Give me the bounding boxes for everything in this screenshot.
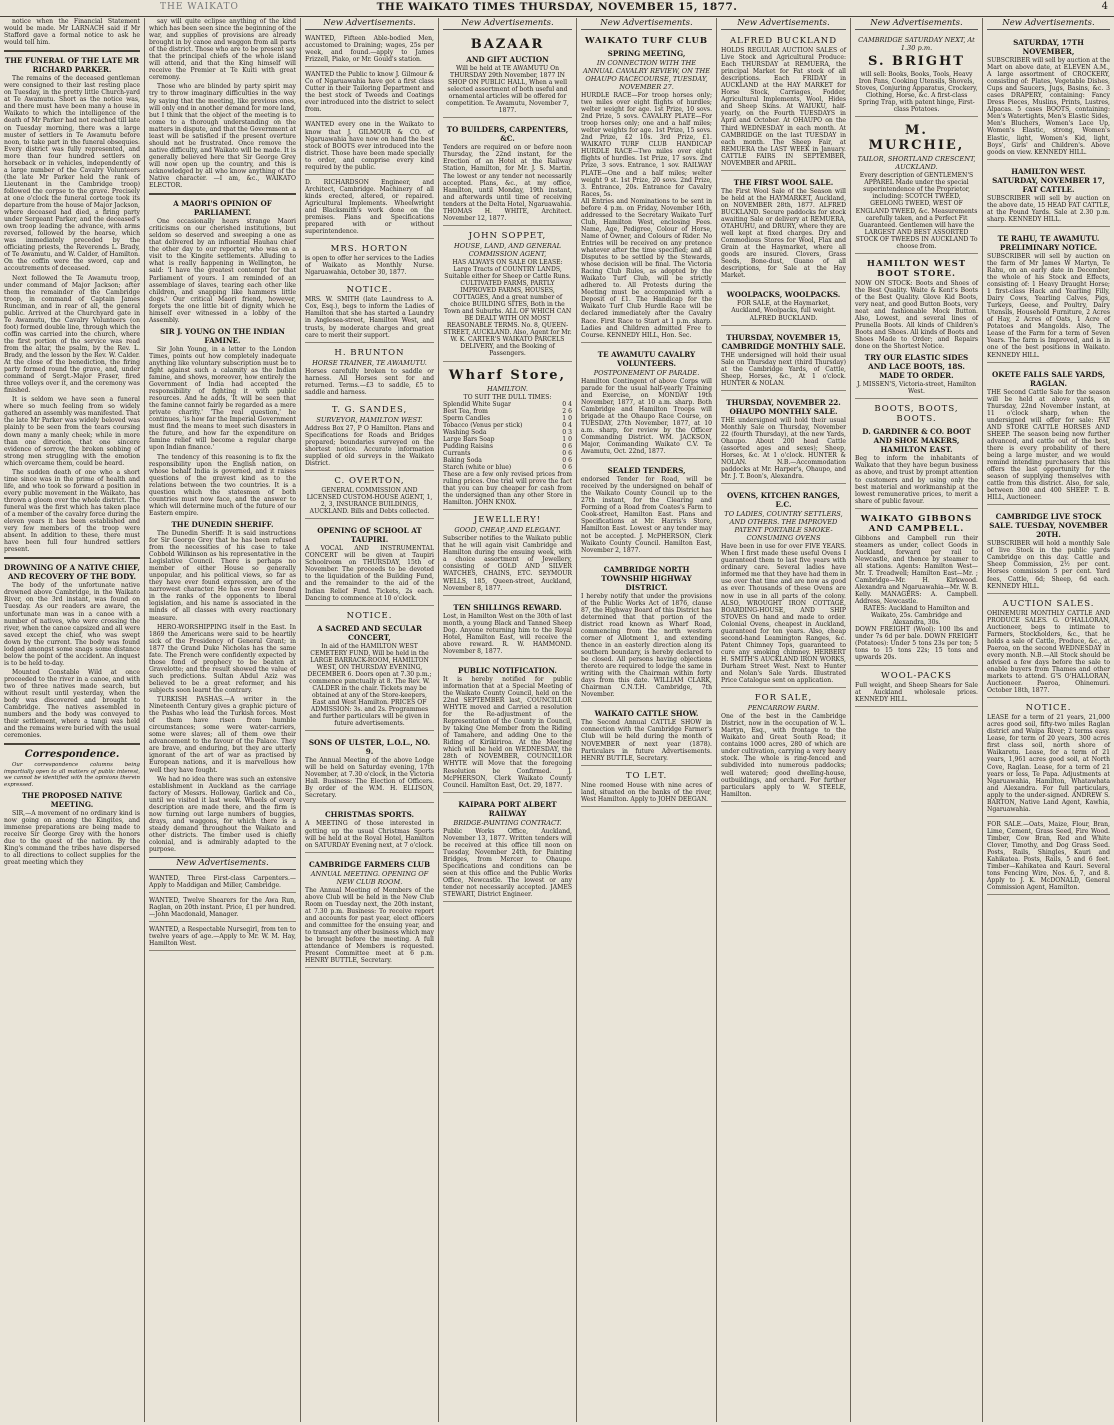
ad-subtitle: TO LADIES, COUNTRY SETTLERS, AND OTHERS. THE IMPROVED PATENT PORTABLE SMOKE-CONSUMING OVENS — [724, 510, 843, 543]
ad-subtitle: HOUSE, LAND, AND GENERAL COMMISSION AGENT, — [453, 241, 562, 258]
ad-subtitle: AND GIFT AUCTION — [466, 55, 549, 64]
ad-body: SUBSCRIBER will sell by auction at the Mart on above date, at ELEVEN A.M., A large assortment of CROCKERY, consisting of: Plates, Vegetable Dishes, Cups and Saucers, Jugs, Basins, &c. 3 cases DRAPERY, containing: Fancy Dress Pieces, Muslins, Prints, Lustres, Alpacas. 5 cases BOOTS, containing: Men's Watertights, Men's Elastic Sides, Men's Bluchers, Women's Lace Up, Women's Elastic, strong, Women's Elastic, light, Women's Kid, light, Boys', Girls' and Children's. Above goods on view. KENNEDY HILL. — [987, 57, 1110, 156]
ad-subtitle: A SACRED AND SECULAR CONCERT, — [317, 623, 422, 642]
price-row — [443, 443, 572, 450]
ad-title: THURSDAY, NOVEMBER 22. OHAUPO MONTHLY SALE. — [726, 397, 841, 416]
ad-title: CHRISTMAS SPORTS. — [324, 810, 415, 820]
funeral-paragraph: It is seldom we have seen a funeral where so much feeling from so widely gathered an assembly was manifested. That the late Mr Parker was widely beloved was plainly to be seen from the tears coursing down many a manly cheek; while in more than one direction, that one sincere evidence of sorrow, the broken sobbing of strong men struggling with the emotion which overcame them, could be heard. — [4, 396, 140, 467]
ad-rates: RATES: Auckland to Hamilton and Waikato, 25s. Cambridge and Alexandra, 30s. — [863, 605, 970, 627]
correspondence-headline: Correspondence. — [24, 749, 120, 761]
price-value: 0 6 — [562, 442, 572, 450]
advertisement-highway — [581, 560, 712, 703]
ad-subtitle: SPRING MEETING, — [607, 49, 686, 58]
ad-body: Tenders are required on or before noon Thursday, the 22nd instant, for the Erection of an Hotel at the Railway Station, Hamilton, for Mr. J. S. Martin. The lowest or any tender not necessarily accepted. Plans, &c., at my office, Hamilton, until Monday, 19th instant, and afterwards until time of receiving tenders at the Delta Hotel, Ngaruawahia. THOMAS H. WHITE, Architect. November 12, 1877. — [443, 144, 572, 222]
column-heading: New Advertisements. — [443, 18, 572, 30]
ad-title: C. OVERTON, — [334, 476, 405, 487]
ad-body: THE undersigned will hold their usual Sale on Thursday next (third Thursday) at the Cambridge Yards, of Cattle, Sheep, Horses, &c., At 1 o'clock. HUNTER & NOLAN. — [721, 351, 846, 387]
column-8 — [982, 18, 1114, 1422]
ad-body: The Second Annual CATTLE SHOW in connection with the Cambridge Farmer's Club will be held during the month of NOVEMBER of next year (1878). Particulars in future Advertisements. HENRY BUTTLE, Secretary. — [581, 719, 712, 762]
funeral-paragraph: The sudden death of one who a short time since was in the prime of health and life, and who took so forward a position in every public movement in the Waikato, has thrown a gloom over the whole district. The funeral was the first which has taken place of a member of the cavalry force during the eleven years it has been established and very few members of the troop were absent. In addition to these, there must have been full four hundred settlers present. — [4, 468, 140, 554]
advertisement-lease-notice — [987, 700, 1110, 817]
price-row — [443, 457, 572, 464]
price-item: Pudding Raisins — [443, 442, 493, 450]
ad-subtitle: HORSE TRAINER, TE AWAMUTU. — [312, 358, 427, 367]
ad-title: WOOLPACKS, WOOLPACKS. — [726, 290, 841, 300]
ad-body: Lost, in Hamilton West on the 30th of last month, a young Black and Tanned Sheep Dog. Anyone returning him to the Royal Hotel, Hamilton East, will receive the above reward. R. W. HAMMOND. November 8, 1877. — [443, 612, 572, 655]
advertisement-boot-store — [855, 256, 978, 400]
ad-title: T. G. SANDES, — [331, 404, 408, 415]
ad-body: THE Second Cattle Sale for the season will be held at above yards, on Thursday, 22nd November instant, at 11 o'clock sharp, when the undersigned will offer for sale: FAT AND STORE CATTLE HORSES AND SHEEP. The season being now further advanced, and cattle out of the best, there is every probability of there being a large muster, and we would remind intending purchasers that this offers the last opportunity for the season of supplying themselves with cattle from this district. Also, for sale, between 300 and 400 SHEEP. T. B. HILL, Auctioneer. — [987, 388, 1110, 502]
ad-title: NOTICE. — [346, 285, 393, 296]
column-4 — [438, 18, 576, 1422]
ad-title: TEN SHILLINGS REWARD. — [453, 602, 562, 612]
ad-body: Horses carefully broken to saddle or harness. All Horses sent for and returned. Terms.—£3 to saddle, £5 to saddle and harness. — [305, 367, 434, 396]
price-row — [443, 415, 572, 422]
ad-title: Wharf Store, — [448, 367, 567, 383]
price-value: 0 6 — [562, 456, 572, 464]
ad-body: The Annual Meeting of the above Lodge will be held on Saturday evening, 17th November, at 7.30 o'clock, in the Victoria Hall. Business: The Election of Officers. By order of the W.M. H. ELLISON, Secretary. — [305, 757, 434, 800]
advertisement-tenders — [581, 461, 712, 558]
race-list: HURDLE RACE—For troop horses only; two miles over eight flights of hurdles; welter weight for age. 1st Prize, 10 sovs. 2nd Prize, 5 sovs. CAVALRY PLATE—For troop horses only; one and a half miles; welter weights for age. 1st Prize, 15 sovs. 2nd Prize, £2 10s. 3rd Prize, £1. WAIKATO TURF CLUB HANDICAP HURDLE RACE—Two miles over eight flights of hurdles. 1st Prize, 17 sovs. 2nd Prize, 3 sovs. Entrance, 1 sov. RAILWAY PLATE—One and a half miles; welter weight 9 st. 1st Prize, 20 sovs. 2nd Prize, 3. Entrance, 20s. Entrance for Cavalry Races, 5s. — [581, 92, 712, 198]
ad-signature: J. MISSEN'S, Victoria-street, Hamilton West. — [856, 381, 977, 396]
advertisement-notice — [305, 282, 434, 342]
ad-body: The First Wool Sale of the Season will be held at the HAYMARKET, Auckland, on NOVEMBER 28th, 1877. ALFRED BUCKLAND. Secure paddocks for stock awaiting Sale or delivery at REMUERA, OTAHUHU, and DRURY, where they are well kept at fixed charges. Dry and Commodious Stores for Wool, Flax and Grain at the Haymarket, where all goods are insured. Clovers, Grass Seeds, Bone-dust, Guano of all descriptions, for Sale at the Hay Market. — [721, 187, 846, 280]
advertisement-taupiri — [305, 521, 434, 605]
ad-body: These are a few only revised prices from ruling prices. One trial will prove the fact that you can buy cheaper for cash from the undersigned than any other Store in Hamilton. JOHN KNOX. — [443, 471, 572, 507]
column-heading: New Advertisements. — [581, 18, 712, 30]
ad-body: Gibbons and Campbell run their steamers as under, collect Goods in Auckland, forward per rail to Newcastle, and thence by steamer to all stations. Agents: Hamilton West—Mr. T. Treadwell; Hamilton East—Mr. ; Cambridge—Mr. H. Kirkwood. Alexandra and Ngaruawahia—Mr. W. B. Kelly. MANAGERS: A. Campbell. Address, Newcastle. — [855, 534, 978, 606]
ad-subtitle: D. GARDINER & CO. BOOT AND SHOE MAKERS, HAMILTON EAST. — [862, 427, 971, 455]
ad-title: THURSDAY, NOVEMBER 15, CAMBRIDGE MONTHLY SALE. — [721, 332, 846, 351]
advertisement: WANTED, a Respectable Nursegirl, from ten to twelve years of age.—Apply to Mr. W. M. Hay, Hamilton West. — [149, 924, 296, 951]
editorial-note: Our correspondence columns being impartially open to all matters of public interest, we cannot be identified with the opinions therein expressed. — [4, 762, 140, 788]
advertisement-gibbons — [855, 511, 978, 666]
ad-body: OHINEMURI MONTHLY CATTLE AND PRODUCE SALES. G. O'HALLORAN, Auctioneer, begs to intimate to Farmers, Stockholders, &c., that he holds a sale of Cattle, Produce, &c., at Paeroa, on the second WEDNESDAY in every month. N.B.—All Stock should be advised a few days before the sale to enable buyers from Thames and other markets to attend. G'S O'HALLORAN, Auctioneer. Paeroa, Ohinemuri. October 18th, 1877. — [987, 609, 1110, 695]
ad-subtitle: GOOD, CHEAP, AND ELEGANT. — [454, 526, 561, 535]
ad-body: Have been in use for over FIVE YEARS. When I first made these useful Ovens I guaranteed them to last five years with ordinary care. Several ladies have informed me that they have had them in use over that time and are now as good as ever. Thousands of these Ovens are now in use in all parts of the colony. ALSO, WROUGHT IRON COTTAGE, BOARDING-HOUSE, AND SHIP STOVES On hand and made to order. Colonial Ovens, cheapest in Auckland, guaranteed for ten years. Also, cheap second-hand Leamington Ranges, &c. Patent Chimney Tops, guaranteed to cure any smoking chimney. HERBERT H. SMITH'S AUCKLAND IRON WORKS, Durham Street West. Next to Hunter and Nolan's Sale Yards. Illustrated Price Catalogue sent on application. — [721, 543, 846, 685]
ad-title: CAMBRIDGE LIVE STOCK SALE. TUESDAY, NOVEMBER 20TH. — [989, 512, 1108, 540]
ad-body: Subscriber notifies to the Waikato public that he will again visit Cambridge and Hamilton during the ensuing week, with a choice assortment of Jewellery, consisting of GOLD AND SILVER WATCHES, CHAINS, ETC. SEYMOUR WELLS, 185, Queen-street, Auckland, November 8, 1877. — [443, 535, 572, 592]
ad-body: One of the best in the Cambridge District, now in the occupation of W. L. Martyn, Esq., with frontage to the Waikato and Great South Road; it contains 1000 acres, 280 of which are under cultivation, carrying a very heavy stock. The whole is ring-fenced and subdivided into numerous paddocks; well watered; good dwelling-house, outbuildings, and orchard. For further particulars apply to W. STEELE, Hamilton. — [721, 713, 846, 798]
ad-body: Beg to inform the inhabitants of Waikato that they have begun business as above, and trust by prompt attention to customers and by using only the best material and workmanship at the lowest remunerative prices, to merit a share of public favour. — [855, 455, 978, 505]
ad-title: OPENING OF SCHOOL AT TAUPIRI. — [317, 526, 422, 545]
advertisement-auction-sales — [987, 596, 1110, 699]
ad-title: AUCTION SALES. — [1002, 598, 1095, 609]
ad-title: NOTICE. — [346, 610, 393, 621]
drowning-paragraph: The body of the unfortunate native drowned above Cambridge, in the Waikato River, on the 3rd instant, was found on Tuesday. As our readers are aware, the unfortunate man was in a canoe with a number of natives, who were crossing the river, when the canoe capsized and all were saved except the chief, who was swept down by the current. The body was found lodged amongst some snags some distance below the point of the accident. An inquest is to be held to-day. — [4, 582, 140, 667]
advertisement: WANTED, Fifteen Able-bodied Men, accustomed to Draining; wages, 25s per week, and found.—apply to James Frizzell, Piako, or Mr. Gould's station. — [305, 33, 434, 67]
ad-subtitle: BRIDGE-PAINTING CONTRACT. — [453, 818, 562, 827]
indian-famine-headline: SIR J. YOUNG ON THE INDIAN FAMINE. — [160, 326, 285, 345]
sheriff-headline: THE DUNEDIN SHERIFF. — [171, 519, 274, 529]
ad-title: ALFRED BUCKLAND — [729, 36, 838, 46]
price-row — [443, 401, 572, 408]
ad-body: SUBSCRIBER will sell by auction on the above date, 15 HEAD FAT CATTLE, at the Pound Yards. Sale at 2.30 p.m. sharp. KENNEDY HILL. — [987, 194, 1110, 223]
ad-body: Address Box 27, P O Hamilton. Plans and Specifications for Roads and Bridges prepared; boundaries surveyed on the shortest notice. Accurate information supplied of old surveys in the Waikato District. — [305, 424, 434, 468]
price-item: Sperm Candles — [443, 414, 491, 422]
ad-title: WOOL-PACKS — [881, 670, 952, 681]
ad-title: BOOTS, BOOTS, BOOTS. — [874, 404, 959, 425]
ad-body: In aid of the HAMILTON WEST CEMETERY FUND, Will be held in the LARGE BARRACK-ROOM, HAMILTON WEST, ON THURSDAY EVENING, DECEMBER 6. Doors open at 7.30 p.m.; commence punctually at 8. The Rev. W. CALDER in the chair. Tickets may be obtained at any of the Store-keepers, East and West Hamilton. PRICES OF ADMISSION: 3s. and 2s. Programmes and further particulars will be given in future advertisements. — [307, 642, 432, 728]
price-item: Currants — [443, 449, 471, 457]
ad-title: MRS. HORTON — [330, 244, 409, 255]
ad-subtitle: SURVEYOR, HAMILTON WEST. — [316, 415, 423, 424]
ad-title: SONS OF ULSTER, L.O.L., NO. 9. — [308, 738, 431, 757]
advertisement-gardiner — [855, 401, 978, 508]
ad-body: endorsed Tender for Road, will be received by the undersigned on behalf of the Waikato County Council up to the 27th instant, for the Clearing and Forming of a Road from Coates's Farm to Cook-street, Hamilton East. Plans and Specifications at Mr. Harris's Store, Hamilton East. Lowest or any tender may not be accepted. J. McPHERSON, Clerk Waikato County Council. Hamilton East, November 2, 1877. — [581, 476, 712, 554]
ad-title: TO BUILDERS, CARPENTERS, &C. — [446, 125, 569, 144]
price-row — [443, 408, 572, 415]
price-row — [443, 464, 572, 471]
ad-title: WAIKATO TURF CLUB — [584, 36, 709, 46]
ad-body: SUBSCRIBER will sell by auction on the farm of Mr James W Martyn, Te Rahu, on an early date in December, the whole of his Stock and Effects, consisting of: 1 Heavy Draught Horse; 1 first-class Hack and Yearling Filly, Dairy Cows, Yearling Calves, Pigs, Turkeys, Geese, and Poultry, Dairy Utensils, Household Furniture, 2 Acres of Hay, 2 Acres of Oats, 1 Acre of Potatoes and Mangolds. Also, The Lease of the Farm for a term of Seven Years. The farm is Improved, and is in one of the best positions in Waikato. KENNEDY HILL. — [987, 252, 1110, 359]
column-3 — [300, 18, 438, 1422]
ad-body: SUBSCRIBER will hold a monthly Sale of live Stock in the public yards Cambridge on this day. Cattle and Sheep Commission, 2½ per cent. Horses commission 5 per cent. Yard fees, Cattle, 6d; Sheep, 6d each. KENNEDY HILL. — [987, 540, 1110, 590]
advertisement-live-stock — [987, 507, 1110, 593]
ad-body: MRS. W. SMITH (late Laundress to A. Cox, Esq.), begs to inform the Ladies of Hamilton that she has started a Laundry in Anglesea-street, Hamilton West, and trusts, by moderate charges and great care to merit their support. — [305, 296, 434, 339]
ad-title: CAMBRIDGE FARMERS CLUB — [308, 859, 431, 869]
article-paragraph: TURKISH PASHAS.—A writer in the Nineteenth Century gives a graphic picture of the Pashas who lead the Turkish forces. Most of them have risen from humble circumstances; some were water-carriers, some were slaves; all of them owe their advancement to the favour of the Palace. They are brave, and enduring, but they are utterly ignorant of the art of war as practised by European nations, and it is marvellous how well they have fought. — [149, 696, 296, 774]
ad-title: WAIKATO CATTLE SHOW. — [594, 709, 699, 719]
ad-title: CAMBRIDGE NORTH TOWNSHIP HIGHWAY DISTRICT. — [601, 564, 692, 592]
advertisement-murchie — [855, 119, 978, 254]
column-2 — [144, 18, 300, 1422]
ad-body: Nine roomed House with nine acres of land, situated on the banks of the river, West Hamilton. Apply to JOHN DEEGAN. — [581, 781, 712, 803]
ad-subtitle: TAILOR, SHORTLAND CRESCENT, AUCKLAND. — [857, 155, 976, 172]
advertisement-jewellery — [443, 512, 572, 595]
ad-title: KAIPARA PORT ALBERT RAILWAY — [458, 799, 557, 818]
advertisement-sports — [305, 805, 434, 852]
masthead-title: THE WAIKATO TIMES THURSDAY, NOVEMBER 15, 1877. — [376, 1, 738, 13]
page-number: 4 — [1101, 1, 1108, 12]
column-heading: New Advertisements. — [855, 18, 978, 30]
advertisement-cattle-show — [581, 704, 712, 765]
article-paragraph: One occasionally hears strange Maori criticisms on our cherished institutions, but seldom so deserved and sweeping a one as that delivered by an influential Hauhau chief the other day to our reporter, who was on a visit to the Kingite settlements. Alluding to what is really happening in Wellington, he said: 'I have the greatest contempt for that Parliament of yours. I am reminded of an assemblage of slaves, tearing each other like children, and snapping like hammers little dogs.' Our critical Maori friend, however, forgets the one little bit of dignity which he himself ever witnessed in a lobby of the Assembly. — [149, 218, 296, 324]
ad-body: is open to offer her services to the Ladies of Waikato as Monthly Nurse. Ngaruawahia, October 30, 1877. — [305, 255, 434, 277]
advertisement-horton — [305, 241, 434, 280]
ad-title: PUBLIC NOTIFICATION. — [458, 665, 557, 675]
advertisement-brunton — [305, 345, 434, 400]
price-row — [443, 436, 572, 443]
advertisement-ulster — [305, 733, 434, 803]
ad-title: OVENS, KITCHEN RANGES, E.C. — [727, 491, 840, 510]
ad-title: HAMILTON WEST. SATURDAY, NOVEMBER 17, FAT CATTLE. — [992, 166, 1105, 194]
price-value: 0 4 — [562, 421, 572, 429]
price-item: Large Bars Soap — [443, 435, 495, 443]
ad-body: GENERAL COMMISSION AND LICENSED CUSTOM-HOUSE AGENT, 1, 2, 3, INSURANCE BUILDINGS, AUCKLAND. Bills and Debts collected. — [306, 487, 433, 516]
intro-paragraph: notice when the Financial Statement would be made. Mr LARNACH said if Mr Stafford gave a formal notice to ask he would tell him. — [4, 18, 140, 47]
ad-title: FOR SALE, — [754, 693, 813, 704]
divider — [4, 50, 140, 52]
ad-title: H. BRUNTON — [334, 347, 405, 358]
ad-title: TE AWAMUTU CAVALRY VOLUNTEERS. — [597, 349, 696, 368]
price-item: Tobacco (Venus per stick) — [443, 421, 523, 429]
ad-title: HAMILTON WEST BOOT STORE. — [866, 258, 967, 279]
price-list-heading: TO SUIT THE DULL TIMES: — [463, 393, 552, 401]
advertisement-farmers-club — [305, 855, 434, 969]
price-item: Splendid White Sugar — [443, 400, 511, 408]
masthead — [0, 0, 1114, 17]
ad-body: will sell: Books, Books, Tools, Heavy Iron Pans, Cooking Utensils, Shovels, Stoves, Conjuring Apparatus, Crockery, Clothing, Horse, &c. A first-class Spring Trap, with patent hinge, First-class Potatoes. — [855, 71, 978, 114]
price-value: 2 6 — [562, 407, 572, 415]
column-heading: New Advertisements. — [305, 18, 434, 30]
price-value: 0 4 — [562, 400, 572, 408]
advertisement: WANTED every one in the Waikato to know that J. GILMOUR & CO. of Ngaruawahia have now on hand the best stock of BOOTS ever introduced into the district. Those have been made specially to order, and comprise every kind required by the public. — [305, 119, 434, 174]
advertisement-for-sale: FOR SALE.—Oats, Maize, Flour, Bran, Lime, Cement, Grass Seed, Fire Wood. Timber, Cow Bran, Red and White Clover, Timothy, and Dog Grass Seed. Posts, Rails, Shingles, Kauri and Kahikatea. Posts, Rails, 5 and 6 feet. Timber—Kahikatea and Kauri. Several tons Fencing Wire, Nos. 6, 7, and 8. Apply to J. K. McDONALD, General Commission Agent, Hamilton. — [987, 819, 1110, 895]
advertisement-soppet — [443, 228, 572, 362]
advertisement-to-let — [581, 768, 712, 807]
advertisement-concert — [305, 608, 434, 732]
masthead-left: THE WAIKATO — [160, 2, 239, 12]
price-row — [443, 450, 572, 457]
ad-body: A VOCAL AND INSTRUMENTAL CONCERT will be given at Taupiri Schoolroom on THURSDAY, 15th of November. The proceeds to be devoted to the liquidation of the Building Fund, and the remainder to the aid of the Indian Relief Fund. Tickets, 2s each. Dancing to commence at 10 o'clock. — [305, 545, 434, 602]
price-value: 0 6 — [562, 463, 572, 471]
ad-body: FOR SALE, at the Haymarket, Auckland, Woolpacks, full weight. ALFRED BUCKLAND. — [731, 300, 836, 322]
advertisement-woolpacks — [855, 668, 978, 707]
advertisement-ovens — [721, 486, 846, 688]
funeral-headline: THE FUNERAL OF THE LATE MR RICHARD PARKER. — [4, 56, 140, 75]
ad-subtitle: CAMBRIDGE SATURDAY NEXT, At 1.30 p.m. — [858, 36, 975, 52]
ad-title: M. MURCHIE, — [868, 123, 965, 154]
ad-subtitle: ANNUAL MEETING. OPENING OF NEW CLUB ROOM. — [310, 869, 429, 886]
ad-title: NOTICE. — [1025, 703, 1072, 714]
advertisement: WANTED, Twelve Shearers for the Awa Run, Raglan, on 20th instant. Price, £1 per hundred.—John Macdonald, Manager. — [149, 895, 296, 922]
column-heading: New Advertisements. — [987, 18, 1110, 30]
advertisement-bright — [855, 33, 978, 117]
advertisement-crockery — [987, 33, 1110, 160]
price-item: Baking Soda — [443, 456, 482, 464]
letter-paragraph: SIR,—A movement of no ordinary kind is now going on among the Kingites, and immense preparations are being made to receive Sir George Grey with the honors due to the guest of the nation. By the King's command the tribes have dispersed to all directions to collect supplies for the great meeting which they — [4, 809, 140, 867]
advertisement-railway — [443, 795, 572, 902]
ad-body: LEASE for a term of 21 years, 21,000 acres good soil, fifty-two miles Raglan district and Waipa River; 2 terms easy. Lease, for term of 20 years, 300 acres first class soil, north shore of Waikaretu. Lease, for a term of 21 years, 1,961 acres good soil, at North Cove, Raglan. Lease, for a term of 21 years or less, Te Papa. Adjustments at Ngaruawahia, Hamilton, Whatawhata and Alexandra. For full particulars, apply to the under-signed. ANDREW S. BARTON, Native Land Agent, Kawhia, Ngaruawahia. — [987, 714, 1110, 813]
maori-opinion-headline: A MAORI'S OPINION OF PARLIAMENT. — [173, 199, 272, 218]
price-value: 0 6 — [562, 449, 572, 457]
column-1 — [0, 18, 144, 1422]
ad-body: Every description of GENTLEMEN'S APPAREL Made under the special superintendence of the Proprietor, including: SCOTCH TWEED, GEELONG TWEED, WEST OF ENGLAND TWEED, &c. Measurements carefully taken, and a Perfect Fit Guaranteed. Gentlemen will have the LARGEST AND BEST ASSORTED STOCK OF TWEEDS IN AUCKLAND To choose from. — [855, 172, 978, 250]
ad-title: JOHN SOPPET, — [468, 230, 547, 241]
divider — [4, 557, 140, 559]
advertisement-cambridge-sale — [721, 328, 846, 391]
ad-title: WAIKATO GIBBONS AND CAMPBELL. — [860, 513, 973, 534]
ad-title: SEALED TENDERS, — [607, 466, 686, 476]
letter-paragraph: Those who are blinded by party spirit may try to throw imaginary difficulties in the way by saying that the meeting, like previous ones, will only end in another demand for more land, but I think that the object of the meeting is to come to a thorough understanding on the matters in dispute, and that the Government at least will be satisfied if the present overture should not be frustrated. Once remove the native difficulty, and Waikato will be made. It is generally believed here that Sir George Grey will now open up the country, and this is acknowledged by all who know anything of the Native character. —I am, &c., WAIKATO ELECTOR. — [149, 83, 296, 190]
advertisement-woolpacks — [721, 285, 846, 325]
new-advertisements-heading: New Advertisements. — [149, 857, 296, 870]
ad-body: Public Works Office, Auckland, November 13, 1877. Written tenders will be received at this office till noon on Tuesday, November 24th, for Painting Bridges, from Mercer to Ohaupo. Specifications and conditions can be seen at this office and the Public Works Office, Newcastle. The lowest or any tender not necessarily accepted. JAMES STEWART, District Engineer. — [443, 827, 572, 899]
ad-title: THE FIRST WOOL SALE. — [733, 177, 834, 187]
ad-body: The Annual Meeting of Members of the above Club will be held in the New Club Room on Tuesday next, the 20th instant, at 7.30 p.m. Business: To receive report and accounts for past year, elect officers and committee for the ensuing year, and to transact any other business which may be brought before the meeting. A full attendance of Members is requested. Present Committee meet at 6 p.m. HENRY BUTTLE, Secretary. — [305, 886, 434, 965]
funeral-paragraph: The remains of the deceased gentleman were consigned to their last resting place on Tuesday, in the pretty little Church-yard at Te Awamutu. Short as the notice was, and there must have been many a house in Waikato to which the intelligence of the death of Mr Parker had not reached till late on Tuesday morning, there was a large muster of settlers in Te Awamutu before noon, to take part in the funeral obsequies. Every district was fully represented, and more than four hundred settlers on horseback or in vehicles, independently of a large number of the Cavalry Volunteers (the late Mr Parker held the rank of Lieutenant in the Cambridge troop) followed the corpse to the grave. Precisely at one o'clock the funeral cortege took its departure from the house of Major Jackson, where deceased had died, a firing party under Sergeant Parker, and the deceased's own troop leading the advance, with arms reversed, followed by the hearse, which was immediately preceded by the officiating priests, the Reverends L. Brady, of Te Awamutu, and W. Calder, of Hamilton. On the coffin were the sword, cap and accoutrements of deceased. — [4, 75, 140, 273]
article-paragraph: We had no idea there was such an extensive establishment in Auckland as the carriage factory of Messrs. Holloway, Garlick and Co., until we visited it last week. Wheels of every description are made there, and the firm is now turning out large numbers of buggies, drays, and waggons, for which there is a steady demand throughout the Waikato and other districts. The timber used is chiefly colonial, and is admirably adapted to the purpose. — [149, 775, 296, 854]
advertisement-buckland — [721, 33, 846, 171]
price-item: Starch (white or blue) — [443, 463, 512, 471]
ad-body: Full weight, and Sheep Shears for Sale at Auckland wholesale prices. KENNEDY HILL. — [855, 681, 978, 703]
ad-subtitle: POSTPONEMENT OF PARADE. — [593, 368, 700, 377]
advertisement-ohaupo-sale — [721, 393, 846, 484]
advertisement-builders — [443, 120, 572, 226]
price-row — [443, 429, 572, 436]
drowning-paragraph: Mounted Constable Wild at once proceeded to the river in a canoe, and with two of three natives made search, but without result until yesterday, when the body was discovered and brought to Cambridge. The natives assembled in numbers and the body was conveyed to their settlement, where a tangi was held and the remains were buried with the usual ceremonies. — [4, 668, 140, 740]
advertisement: WANTED the Public to know J. Gilmour & Co of Ngaruawahia have got a first class Cutter in their Tailoring Department and the best stock of Tweeds and Coatings ever introduced into the district to select from. — [305, 69, 434, 117]
advertisement-te-rahu — [987, 229, 1110, 363]
advertisement-pencarrow — [721, 690, 846, 802]
advertisement-wharf-store — [443, 364, 572, 511]
price-value: 1 0 — [562, 435, 572, 443]
advertisement: WANTED, Three First-class Carpenters.—Apply to Maddigan and Miller, Cambridge. — [149, 873, 296, 893]
ad-title: BAZAAR — [470, 37, 545, 52]
divider — [4, 743, 140, 745]
ad-body: Hamilton Contingent of above Corps will parade for the usual half-yearly Training and Exercise, on MONDAY 19th November, 1877, at 10 a.m. sharp. Both Cambridge and Hamilton Troops will brigade at the Ohaupo Race Course, on TUESDAY, 27th November, 1877, at 10 a.m. sharp, for review by the Officer Commanding District. WM. JACKSON, Major, Commanding Waikato C.V. Te Awamutu, Oct. 22nd, 1877. — [581, 377, 712, 456]
advertisement: D. RICHARDSON Engineer, and Architect, Cambridge. Machinery of all kinds erected, altered, or repaired. Agricultural Implements. Wheelwright and Blacksmith's work done on the premises. Plans and Specifications prepared with or without superintendence. — [305, 177, 434, 239]
article-paragraph: The Dunedin Sheriff: It is said instructions for Sir George Grey that he has been refused from the necessities of his case to take Cobbold Wilkinson as his representative in the Legislative Council. There is perhaps no member of either House so generally unpopular, and his political views, so far as they have ever found expression, are of the narrowest character. He has ever been found in the ranks of the opponents to liberal legislation, and his name is associated in the minds of all classes with every reactionary measure. — [149, 529, 296, 622]
race-rules: All Entries and Nominations to be sent in before 4 p.m. on Friday, November 16th, addressed to the Secretary Waikato Turf Club, Hamilton West, enclosing Fees. Name, Age, Pedigree, Colour of Horse, Name of Owner, and Colours of Rider. No Entries will be received on any pretence whatever after the time specified; and all Disputes to be settled by the Stewards, whose decision will be final. The Victoria Racing Club Rules, as adopted by the Waikato Turf Club, will be strictly adhered to. All Protests during the Meeting must be accompanied with a Deposit of £1. The Handicap for the Waikato Turf Club Hurdle Race will be declared immediately after the Cavalry Race. First Race to Start at 1 p.m. sharp. Ladies and Children admitted Free to Course. KENNEDY HILL, Hon. Sec. — [581, 197, 712, 339]
funeral-paragraph: Next followed the Te Awamutu troop, under command of Major Jackson; after them the remainder of the Cambridge troop, in command of Captain James Runciman, and in rear of all, the general public. Arrived at the Churchyard gate in Te Awamutu, the Cavalry Volunteers (on foot) formed double line, through which the coffin was carried into the church, where the first portion of the service was read from the altar, the psalm, by the Rev. L. Brady, and the lesson by the Rev. W. Calder. At the close of the benediction, the firing party formed round the grave, and, under command of Sergt.-Major Fraser, fired three volleys over it, and the ceremony was finished. — [4, 274, 140, 395]
ad-body: Will be held at TE AWAMUTU On THURSDAY 29th November, 1877 IN SHOP ON PUBLIC HALL, When a well selected assortment of both useful and ornamental articles will be offered for competition. Te Awamutu, November 7, 1877. — [446, 65, 569, 115]
article-paragraph: The tendency of this reasoning is to fix the responsibility upon the English nation, on whose behalf India is governed, and it raises questions of the gravest kind as to the relations between the two countries. It is a question which the statesmen of both countries must now face, and the answer to which will determine much of the future of our Eastern empire. — [149, 453, 296, 517]
advertisement-okete — [987, 365, 1110, 506]
ad-body: It is hereby notified for public information that at a Special Meeting of the Waikato County Council, held on the 22nd SEPTEMBER last, COUNCILLOR WHYTE moved and Carried a resolution for the Re-adjustment of the Representation of the County in Council, by taking One Member from the Riding of Tamahere, and adding One to the Riding of Kirikiriroa. At the Meeting which will be held on WEDNESDAY, the 28th of NOVEMBER, COUNCILLOR WHYTE will Move that the foregoing Resolution be Confirmed. J. McPHERSON, Clerk Waikato County Council. Hamilton East, Oct. 29, 1877. — [443, 675, 572, 789]
drowning-headline: DROWNING OF A NATIVE CHIEF, AND RECOVERY OF THE BODY. — [4, 563, 140, 582]
ad-freight: DOWN FREIGHT (Wool): 100 lbs and under 7s 6d per bale. DOWN FREIGHT (Potatoes): Under 5 tons 23s per ton; 5 tons to 15 tons 22s; 15 tons and upwards 20s. — [855, 626, 978, 662]
price-value: 0 3 — [562, 428, 572, 436]
column-6 — [716, 18, 850, 1422]
ad-subtitle: IN CONNECTION WITH THE ANNUAL CAVALRY REVIEW, ON THE OHAUPO RACECOURSE, TUESDAY, NOVEMBER 27. — [582, 59, 711, 91]
ad-body: HOLDS REGULAR AUCTION SALES of Live Stock and Agricultural Produce: Each THURSDAY at REMUERA, the principal Market for Fat stock of all descriptions. Each FRIDAY in AUCKLAND at the HAY MARKET for Horse Stock, Carriages, Fodder, Agricultural Implements, Wool, Hides and Sheep Skins. At WAIUKU, half-yearly, on the Fourth TUESDAYS in April and October. At OHAUPO on the Third WEDNESDAY in each month. At CAMBRIDGE on the last TUESDAY in each month. The Sheep Fair, at REMUERA the LAST WEEK in January. CATTLE FAIRS IN SEPTEMBER, NOVEMBER and APRIL. — [721, 47, 846, 167]
advertisement-public-notification — [443, 661, 572, 793]
divider — [149, 193, 296, 195]
price-row — [443, 422, 572, 429]
article-paragraph: HERO-WORSHIPPING itself in the East. In 1869 the Americans were said to be heartily sick of the Presidency of General Grant; in 1877 the Grand Duke Nicholas has the same fate. The French were confidently expected by those fond of prophecy to be beaten at Gravelotte; and the result showed the value of such predictions. Sultan Abdul Aziz was believed to be a great reformer, and his subjects soon learnt the contrary. — [149, 623, 296, 694]
letter-paragraph: say will quite eclipse anything of the kind which has been seen since the beginning of the war, and supplies of provisions are already brought in by canoe and waggon from all parts of the district. Those who are to be present say that the principal chiefs of the whole island will attend, and that the King himself will receive the Premier at Te Kuiti with great ceremony. — [149, 18, 296, 82]
ad-subtitle: PENCARROW FARM. — [747, 704, 820, 713]
ad-title: TO LET. — [625, 770, 668, 781]
advertisement-bazaar — [443, 33, 572, 118]
ad-body: I hereby notify that under the provisions of the Public Works Act of 1876, clause 87, the Highway Board of this District has determined that that portion of the district road known as Wharf Road, commencing from the north western corner of Allotment 1, and extending thence in an easterly direction along its southern boundary, is hereby declared to be closed. All persons having objections thereto are required to lodge the same in writing with the Chairman within forty days from this date. WILLIAM CLARK, Chairman C.N.T.H. Cambridge, 7th November. — [581, 592, 712, 699]
advertisement-reward — [443, 598, 572, 659]
advertisement-cavalry — [581, 345, 712, 460]
ad-subtitle: HAMILTON. — [487, 384, 528, 393]
ad-title: JEWELLERY! — [473, 515, 542, 526]
column-heading: New Advertisements. — [721, 18, 846, 30]
ad-body: NOW ON STOCK: Boots and Shoes of the Best Quality. Waite & Kent's Boots of the Best Quality. Glove Kid Boots, very neat, and good Button Boots, very neat and fashionable Mock Button. Also, Lowest, and several lines of Prunella Boots. All kinds of Children's Boots and Shoes. All kinds of Boots and Shoes Made to Order; and Repairs done on the Shortest Notice. — [855, 279, 978, 351]
advertisement-sandes — [305, 402, 434, 471]
column-7 — [850, 18, 982, 1422]
ad-title: OKETE FALLS SALE YARDS, RAGLAN. — [991, 369, 1106, 388]
ad-subtitle: TRY OUR ELASTIC SIDES AND LACE BOOTS, 18S. MADE TO ORDER. — [864, 353, 969, 381]
native-meeting-headline: THE PROPOSED NATIVE MEETING. — [21, 790, 123, 809]
article-paragraph: Sir John Young, in a letter to the London Times, points out how completely inadequate anything like voluntary subscription must be to fight against such a calamity as the Indian famine, and shows, moreover, how entirely the Government of India had accepted the responsibility of fighting it with public resources. And he adds, 'It will be seen that the famine cannot fairly be regarded as a mere private charity.' 'The real question,' he continues, 'is how far the Imperial Government must find the means to meet such disasters in the future, and how far the expenditure on famine relief will become a regular charge upon Indian finance.' — [149, 345, 296, 452]
price-list — [443, 401, 572, 471]
column-5 — [576, 18, 716, 1422]
price-value: 1 0 — [562, 414, 572, 422]
ad-title: SATURDAY, 17TH NOVEMBER, — [1013, 38, 1084, 56]
ad-title: S. BRIGHT — [868, 54, 965, 69]
ad-title: TE RAHU, TE AWAMUTU. PRELIMINARY NOTICE. — [997, 233, 1100, 252]
price-item: Washing Soda — [443, 428, 487, 436]
advertisement-fat-cattle — [987, 162, 1110, 227]
ad-body: A MEETING of those interested in getting up the usual Christmas Sports will be held at the Royal Hotel, Hamilton on SATURDAY Evening next, at 7 o'clock. — [305, 820, 434, 849]
advertisement-turf-club — [581, 33, 712, 343]
ad-body: HAS ALWAYS ON SALE OR LEASE: Large Tracts of COUNTRY LANDS, Suitable either for Sheep or Cattle Runs. CULTIVATED FARMS, PARTLY IMPROVED FARMS, HOUSES, COTTAGES, And a great number of choice BUILDING SITES, Both in the Town and Suburbs. ALL OF WHICH CAN BE DEALT WITH ON MOST REASONABLE TERMS. No. 8, QUEEN-STREET, AUCKLAND. Also, Agent for Mr. W. K. CARTER'S WAIKATO PARCELS DELIVERY, and the Booking of Passengers. — [443, 258, 572, 358]
ad-body: THE undersigned will hold their usual Monthly Sale on Thursday, November 22 (fourth Thursday), at the new Yards, Ohaupo. About 200 head Cattle (assorted ages and sexes); Sheep, Horses, &c. At 1 o'clock. HUNTER & NOLAN. N.B.—Accommodation paddocks at Mr. Harper's, Ohaupo, and Mr. J. T. Boon's, Alexandra. — [721, 416, 846, 481]
advertisement-wool-sale — [721, 173, 846, 284]
advertisement-overton — [305, 473, 434, 519]
price-item: Best Tea, from — [443, 407, 488, 415]
